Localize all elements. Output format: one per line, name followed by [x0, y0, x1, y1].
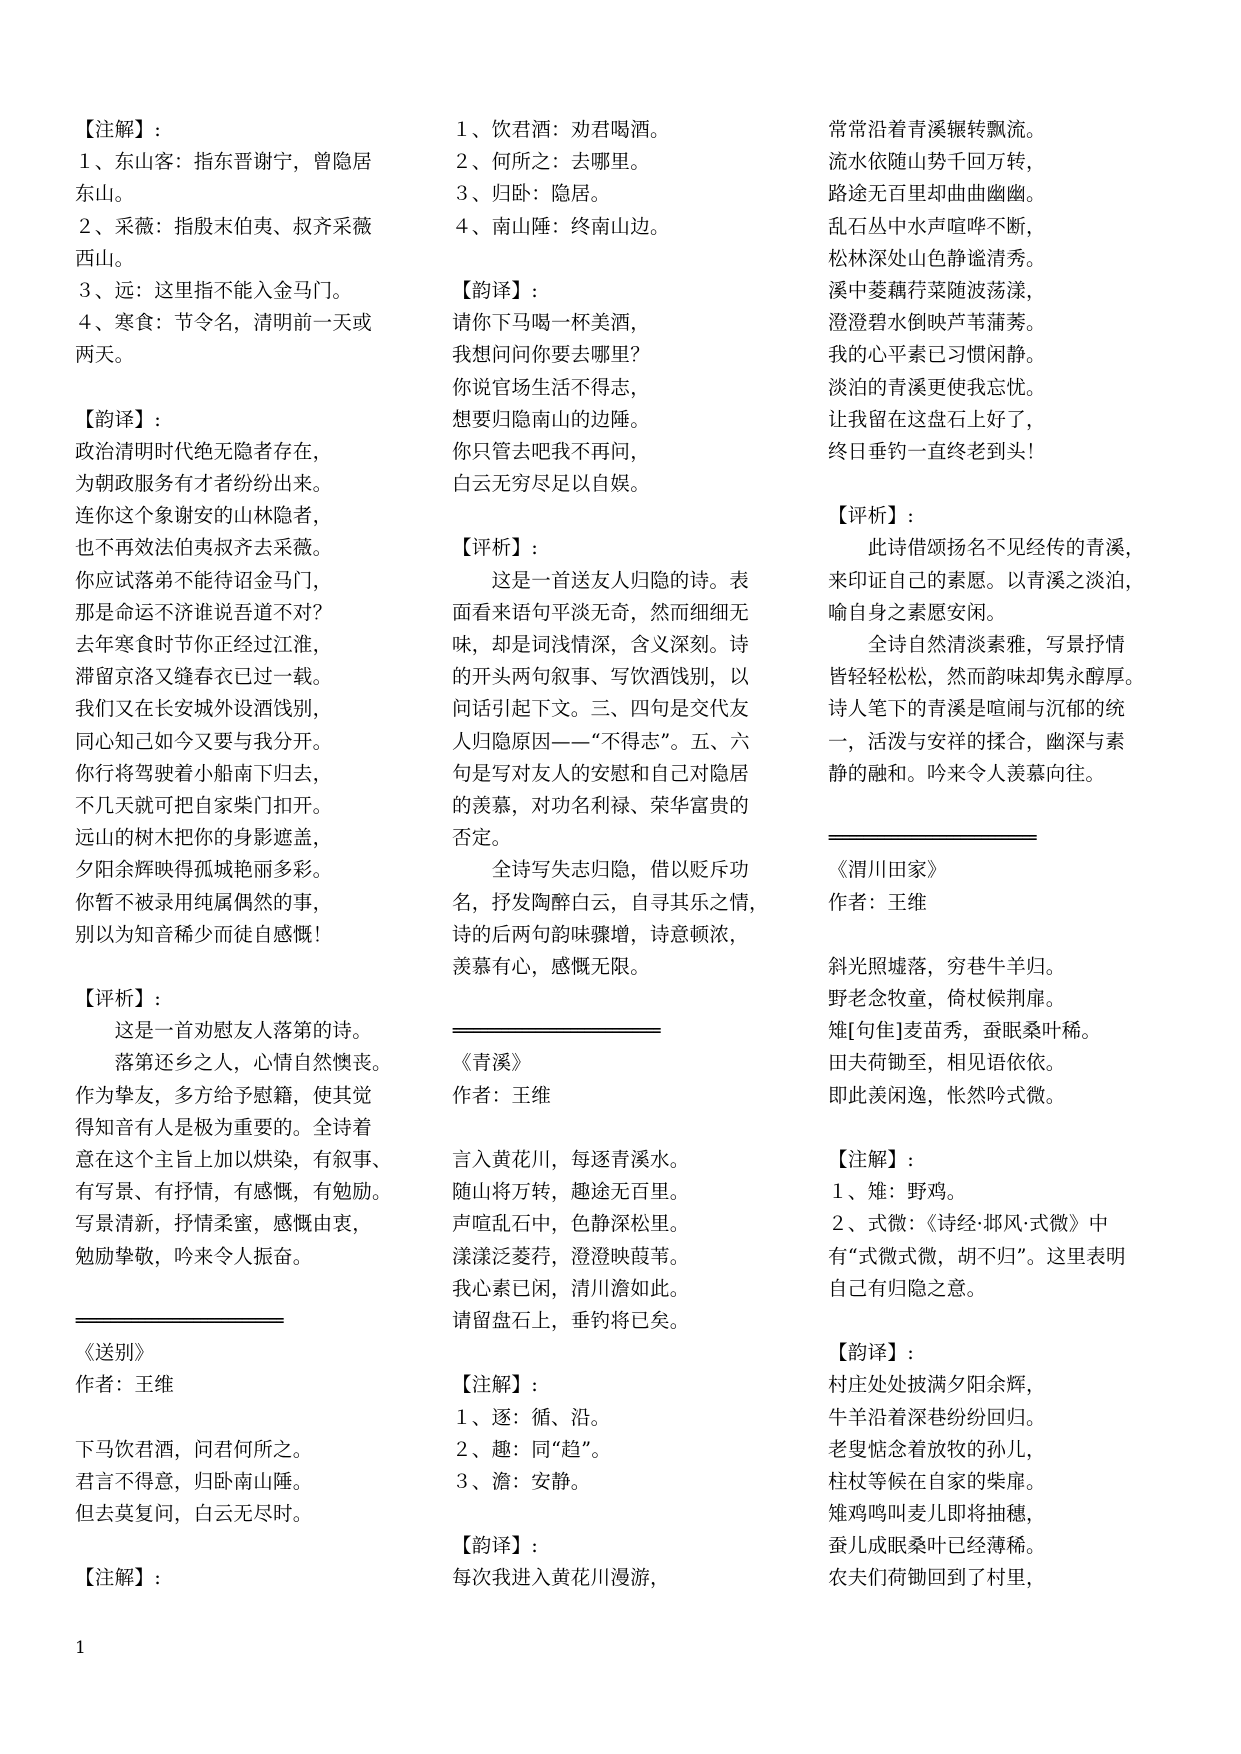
text-line: 去年寒食时节你正经过江淮， — [75, 633, 333, 656]
poem-title: 《青溪》 — [452, 1051, 532, 1075]
text-line: 诗人笔下的青溪是喧闹与沉郁的统 — [828, 697, 1126, 721]
text-line: 全诗写失志归隐，借以贬斥功 — [452, 858, 750, 882]
poem-title: 《送别》 — [75, 1341, 155, 1365]
text-line: 牛羊沿着深巷纷纷回归。 — [828, 1405, 1046, 1429]
text-line: 的开头两句叙事、写饮酒饯别，以 — [452, 665, 750, 689]
section-heading: 【注解】: — [75, 118, 162, 141]
section-heading: 【韵译】: — [828, 1341, 915, 1365]
text-line: １、雉：野鸡。 — [828, 1180, 967, 1204]
page-number: 1 — [75, 1638, 86, 1658]
text-line: ２、何所之：去哪里。 — [452, 150, 651, 174]
text-line: 田夫荷锄至，相见语依依。 — [828, 1051, 1066, 1075]
text-line: 但去莫复问，白云无尽时。 — [75, 1502, 313, 1526]
text-line: ３、澹：安静。 — [452, 1469, 591, 1493]
text-line: 作为挚友，多方给予慰籍，使其觉 — [75, 1083, 373, 1107]
blank-line — [452, 1498, 792, 1530]
text-line: １、逐：循、沿。 — [452, 1405, 611, 1429]
text-line: 羡慕有心，感慨无限。 — [452, 954, 651, 978]
text-column-1 — [75, 114, 415, 1595]
text-line: 夕阳余辉映得孤城艳丽多彩。 — [75, 858, 333, 882]
text-line: 这是一首劝慰友人落第的诗。 — [75, 1019, 373, 1043]
blank-line — [828, 790, 1168, 822]
text-line: 西山。 — [75, 246, 135, 270]
text-line: 乱石丛中水声喧哗不断， — [828, 214, 1046, 238]
text-line: 名，抒发陶醉白云，自寻其乐之情， — [452, 890, 769, 914]
section-heading: 【韵译】: — [75, 407, 162, 431]
text-line: 不几天就可把自家柴门扣开。 — [75, 793, 333, 817]
blank-line — [452, 983, 792, 1015]
text-line: ４、南山陲：终南山边。 — [452, 214, 670, 238]
text-line: 政治清明时代绝无隐者存在， — [75, 439, 333, 463]
text-line: 那是命运不济谁说吾道不对？ — [75, 600, 333, 624]
text-column-3 — [828, 114, 1168, 1595]
blank-line — [75, 1530, 415, 1562]
text-line: 白云无穷尽足以自娱。 — [452, 472, 651, 496]
text-line: 终日垂钓一直终老到头！ — [828, 439, 1046, 463]
text-line: 我的心平素已习惯闲静。 — [828, 343, 1046, 367]
text-line: 声喧乱石中，色静深松里。 — [452, 1212, 690, 1236]
text-line: 村庄处处披满夕阳余辉， — [828, 1373, 1046, 1397]
text-line: 松林深处山色静谧清秀。 — [828, 246, 1046, 270]
text-line: 问话引起下文。三、四句是交代友 — [452, 697, 750, 721]
text-line: 流水依随山势千回万转， — [828, 150, 1046, 174]
blank-line — [828, 919, 1168, 951]
text-line: 请你下马喝一杯美酒， — [452, 311, 651, 335]
text-line: 面看来语句平淡无奇，然而细细无 — [452, 600, 750, 624]
text-line: 东山。 — [75, 182, 135, 206]
text-line: 溪中菱藕荇菜随波荡漾， — [828, 278, 1046, 302]
text-line: 随山将万转，趣途无百里。 — [452, 1180, 690, 1204]
text-line: 滞留京洛又缝春衣已过一载。 — [75, 665, 333, 689]
text-line: 你行将驾驶着小船南下归去， — [75, 761, 333, 785]
text-line: 落第还乡之人，心情自然懊丧。 — [75, 1051, 392, 1075]
section-heading: 【注解】: — [452, 1373, 539, 1397]
blank-line — [75, 951, 415, 983]
text-line: 老叟惦念着放牧的孙儿， — [828, 1437, 1046, 1461]
text-line: ２、采薇：指殷末伯夷、叔齐采薇 — [75, 214, 373, 238]
text-line: 远山的树木把你的身影遮盖， — [75, 826, 333, 850]
text-line: ３、归卧：隐居。 — [452, 182, 611, 206]
text-line: 意在这个主旨上加以烘染，有叙事、 — [75, 1148, 392, 1171]
text-line: 写景清新，抒情柔蜜，感慨由衷， — [75, 1212, 373, 1236]
text-line: 言入黄花川，每逐青溪水。 — [452, 1148, 690, 1171]
text-line: 有“式微式微，胡不归”。这里表明 — [828, 1244, 1126, 1268]
blank-line — [828, 468, 1168, 500]
text-line: 野老念牧童，倚杖候荆扉。 — [828, 987, 1066, 1011]
section-heading: 【韵译】: — [452, 1534, 539, 1558]
text-line: 为朝政服务有才者纷纷出来。 — [75, 472, 333, 496]
text-line: 雉[句隹]麦苗秀，蚕眠桑叶稀。 — [828, 1019, 1102, 1043]
text-line: 喻自身之素愿安闲。 — [828, 600, 1007, 624]
section-heading: 【评析】: — [828, 504, 915, 528]
poem-author: 作者：王维 — [828, 890, 928, 914]
text-line: １、东山客：指东晋谢宁，曾隐居 — [75, 150, 373, 174]
text-line: 你暂不被录用纯属偶然的事， — [75, 890, 333, 914]
text-line: 同心知己如今又要与我分开。 — [75, 729, 333, 753]
text-line: 勉励挚敬，吟来令人振奋。 — [75, 1244, 313, 1268]
section-divider: ============================== — [75, 1312, 283, 1329]
text-line: 否定。 — [452, 826, 512, 850]
text-line: 澄澄碧水倒映芦苇蒲莠。 — [828, 311, 1046, 335]
text-line: 想要归隐南山的边陲。 — [452, 407, 651, 431]
text-line: 每次我进入黄花川漫游， — [452, 1566, 670, 1590]
text-line: ４、寒食：节令名，清明前一天或 — [75, 311, 373, 335]
text-line: 柱杖等候在自家的柴扉。 — [828, 1469, 1046, 1493]
poem-title: 《渭川田家》 — [828, 858, 947, 882]
text-line: 别以为知音稀少而徒自感慨！ — [75, 922, 333, 946]
text-line: 漾漾泛菱荇，澄澄映葭苇。 — [452, 1244, 690, 1268]
text-line: 皆轻轻松松，然而韵味却隽永醇厚。 — [828, 665, 1145, 689]
text-line: 自己有归隐之意。 — [828, 1276, 987, 1300]
text-line: 淡泊的青溪更使我忘忧。 — [828, 375, 1046, 399]
text-line: 雉鸡鸣叫麦儿即将抽穗， — [828, 1502, 1046, 1526]
text-line: 诗的后两句韵味骤增，诗意顿浓， — [452, 922, 750, 946]
text-line: 我心素已闲，清川澹如此。 — [452, 1276, 690, 1300]
text-line: 一，活泼与安祥的揉合，幽深与素 — [828, 729, 1126, 753]
text-line: 我想问问你要去哪里？ — [452, 343, 651, 367]
blank-line — [75, 1402, 415, 1434]
section-divider: ============================== — [828, 830, 1036, 847]
text-line: 也不再效法伯夷叔齐去采薇。 — [75, 536, 333, 560]
text-line: 静的融和。吟来令人羡慕向往。 — [828, 761, 1106, 785]
text-line: 的羡慕，对功名利禄、荣华富贵的 — [452, 793, 750, 817]
text-line: 请留盘石上，垂钓将已矣。 — [452, 1308, 690, 1332]
blank-line — [452, 1112, 792, 1144]
text-line: 下马饮君酒，问君何所之。 — [75, 1437, 313, 1461]
blank-line — [828, 1305, 1168, 1337]
section-heading: 【评析】: — [452, 536, 539, 560]
section-heading: 【韵译】: — [452, 278, 539, 302]
blank-line — [75, 372, 415, 404]
text-line: 蚕儿成眠桑叶已经薄稀。 — [828, 1534, 1046, 1558]
text-line: 全诗自然清淡素雅，写景抒情 — [828, 633, 1126, 656]
section-heading: 【注解】: — [828, 1148, 915, 1171]
text-line: 人归隐原因——“不得志”。五、六 — [452, 729, 750, 753]
text-line: 你只管去吧我不再问， — [452, 439, 651, 463]
text-line: 路途无百里却曲曲幽幽。 — [828, 182, 1046, 206]
text-line: 你说官场生活不得志， — [452, 375, 651, 399]
text-line: ３、远：这里指不能入金马门。 — [75, 278, 353, 302]
section-heading: 【注解】: — [75, 1566, 162, 1590]
blank-line — [452, 243, 792, 275]
text-line: ２、式微：《诗经·邶风·式微》中 — [828, 1212, 1109, 1236]
blank-line — [828, 1112, 1168, 1144]
text-line: １、饮君酒：劝君喝酒。 — [452, 118, 670, 141]
blank-line — [452, 500, 792, 532]
text-column-2 — [452, 114, 792, 1595]
text-line: 农夫们荷锄回到了村里， — [828, 1566, 1046, 1590]
poem-author: 作者：王维 — [75, 1373, 175, 1397]
text-line: 君言不得意，归卧南山陲。 — [75, 1469, 313, 1493]
text-line: 常常沿着青溪辗转飘流。 — [828, 118, 1046, 141]
section-divider: ============================== — [452, 1023, 660, 1040]
blank-line — [75, 1273, 415, 1305]
poem-author: 作者：王维 — [452, 1083, 552, 1107]
text-line: 得知音有人是极为重要的。全诗着 — [75, 1115, 373, 1139]
text-line: 斜光照墟落，穷巷牛羊归。 — [828, 954, 1066, 978]
text-line: 连你这个象谢安的山林隐者， — [75, 504, 333, 528]
text-line: 两天。 — [75, 343, 135, 367]
text-line: 我们又在长安城外设酒饯别， — [75, 697, 333, 721]
text-line: 你应试落弟不能待诏金马门， — [75, 568, 333, 592]
blank-line — [452, 1337, 792, 1369]
text-line: 来印证自己的素愿。以青溪之淡泊， — [828, 568, 1145, 592]
text-line: 句是写对友人的安慰和自己对隐居 — [452, 761, 750, 785]
text-line: 此诗借颂扬名不见经传的青溪， — [828, 536, 1145, 560]
text-line: 即此羡闲逸，怅然吟式微。 — [828, 1083, 1066, 1107]
text-line: ２、趣：同“趋”。 — [452, 1437, 612, 1461]
text-line: 这是一首送友人归隐的诗。表 — [452, 568, 750, 592]
text-line: 有写景、有抒情，有感慨，有勉励。 — [75, 1180, 392, 1204]
section-heading: 【评析】: — [75, 987, 162, 1011]
text-line: 味，却是词浅情深，含义深刻。诗 — [452, 633, 750, 656]
text-line: 让我留在这盘石上好了， — [828, 407, 1046, 431]
